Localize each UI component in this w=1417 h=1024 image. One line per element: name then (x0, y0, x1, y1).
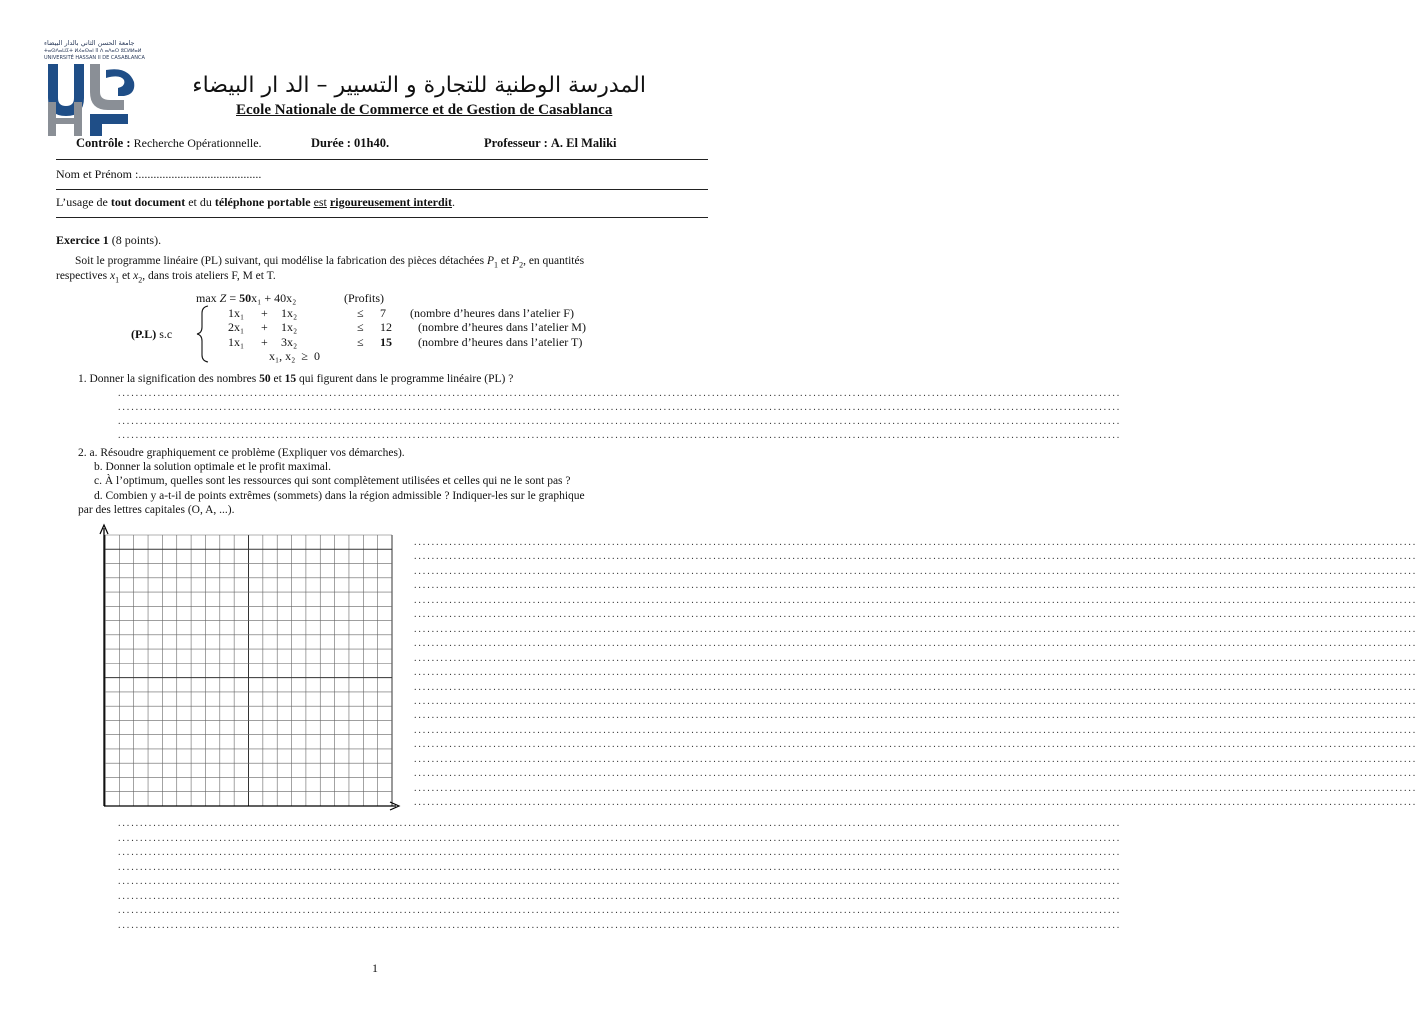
constraint-brace-icon (196, 305, 210, 363)
constraint-row-m-rel: ≤ (357, 320, 364, 334)
answer-line-right[interactable]: .................................................................................................................................................................................................................................... (414, 753, 1417, 765)
answer-line-right[interactable]: .................................................................................................................................................................................................................................... (414, 710, 1417, 722)
answer-line-bottom[interactable]: .................................................................................................................................................................................................................................... (118, 832, 1122, 844)
answer-line-right[interactable]: .................................................................................................................................................................................................................................... (414, 565, 1417, 577)
answer-line-right[interactable]: .................................................................................................................................................................................................................................... (414, 768, 1417, 780)
program-objective (196, 291, 296, 306)
duree-info (311, 136, 389, 151)
answer-line-right[interactable]: .................................................................................................................................................................................................................................... (414, 724, 1417, 736)
question-2-b: b. Donner la solution optimale et le profit maximal. (94, 461, 331, 473)
logo-tifinagh-text: ⵜⴰⵙⴷⴰⵡⵉⵜ ⵍⵃⴰⵙⴰⵏ II ⴷ ⴰⴷⴰⵔ ⵓⵎⵍⵍⴰⵍ (44, 48, 142, 54)
constraint-row-t-c1: 1x₁ (228, 335, 245, 349)
constraint-row-f-rel: ≤ (357, 306, 364, 320)
answer-line-q1-3[interactable]: .................................................................................................................................................................................................................................... (118, 416, 1122, 427)
answer-line-bottom[interactable]: .................................................................................................................................................................................................................................... (118, 905, 1122, 916)
q1-number: 1. (78, 373, 87, 385)
q1-bold-50: 50 (259, 373, 271, 385)
intro-x2-sub: 2 (138, 275, 143, 285)
answer-line-right[interactable]: .................................................................................................................................................................................................................................... (414, 638, 1417, 650)
question-2-a (78, 447, 405, 459)
school-title-french: Ecole Nationale de Commerce et de Gestion de Casablanca (236, 102, 613, 118)
notice-underline1: est (313, 195, 327, 209)
answer-line-bottom[interactable]: .................................................................................................................................................................................................................................... (118, 890, 1122, 902)
uh2c-emblem-icon (44, 62, 144, 138)
answer-line-right[interactable]: .................................................................................................................................................................................................................................... (414, 623, 1417, 635)
answer-line-right[interactable]: .................................................................................................................................................................................................................................... (414, 594, 1417, 606)
answer-line-right[interactable]: .................................................................................................................................................................................................................................... (414, 782, 1417, 794)
exercise-intro-line1 (75, 255, 584, 269)
answer-line-right[interactable]: .................................................................................................................................................................................................................................... (414, 551, 1417, 563)
q2-number: 2. (78, 447, 87, 459)
exercise-intro-line2 (56, 270, 276, 284)
notice-text (56, 195, 455, 210)
constraint-row-m-c1: 2x₁ (228, 320, 245, 334)
question-2-d-line1: d. Combien y a-t-il de points extrêmes (sommets) dans la région admissible ? Indiquer-les sur le graphique (94, 490, 585, 502)
notice-bold2: téléphone portable (214, 195, 311, 209)
graph-axes (96, 522, 406, 817)
answer-line-bottom[interactable]: .................................................................................................................................................................................................................................... (118, 919, 1122, 931)
answer-line-q1-2[interactable]: .................................................................................................................................................................................................................................... (118, 402, 1122, 413)
constraint-row-m-rhs: 12 (380, 320, 392, 334)
name-field-label: Nom et Prénom : (56, 167, 139, 181)
university-logo (44, 38, 184, 138)
intro-line1-b: , en quantités (523, 255, 585, 267)
program-label-pl: (P.L) (131, 327, 157, 341)
q1-bold-15: 15 (284, 373, 297, 385)
answer-line-right[interactable]: .................................................................................................................................................................................................................................... (414, 580, 1417, 592)
notice-bold1: tout document (110, 195, 186, 209)
intro-line1-a: Soit le programme linéaire (PL) suivant, qui modélise la fabrication des pièces détachées (75, 255, 487, 267)
intro-x1: x (109, 270, 116, 282)
q1-text-a: Donner la signification des nombres (89, 373, 260, 385)
objective-rest: x₁ + 40x₂ (251, 291, 297, 305)
constraint-row-t-c2: 3x₂ (281, 335, 298, 349)
objective-z: Z (219, 291, 227, 305)
page-number: 1 (372, 961, 378, 975)
answer-line-q1-4[interactable]: .................................................................................................................................................................................................................................... (118, 430, 1122, 441)
question-1 (78, 373, 513, 385)
objective-coef1: 50 (239, 291, 252, 305)
notice-part2: et du (185, 195, 215, 209)
question-2-d-line2: par des lettres capitales (O, A, ...). (78, 504, 235, 516)
constraint-row-f-c2: 1x₂ (281, 306, 298, 320)
duree-label: Durée : (311, 136, 351, 150)
constraint-row-t-note: (nombre d’heures dans l’atelier T) (418, 335, 583, 349)
logo-french-text: UNIVERSITÉ HASSAN II DE CASABLANCA (44, 55, 145, 61)
logo-arabic-text: جامعة الحسن الثاني بالدار البيضاء (44, 39, 135, 47)
controle-info (76, 136, 262, 151)
controle-value: Recherche Opérationnelle. (133, 136, 262, 150)
constraint-row-m-op: + (261, 320, 268, 334)
question-2-c: c. À l’optimum, quelles sont les ressources qui sont complètement utilisées et celles qui ne le sont pas ? (94, 475, 571, 487)
constraint-row-t-op: + (261, 335, 268, 349)
professeur-info (484, 136, 617, 151)
answer-line-q1-1[interactable]: .................................................................................................................................................................................................................................... (118, 388, 1122, 399)
intro-p2: P (512, 255, 520, 267)
intro-p1: P (486, 255, 494, 267)
intro-and-2: et (119, 270, 134, 282)
answer-line-bottom[interactable]: .................................................................................................................................................................................................................................... (118, 847, 1122, 858)
q1-text-c: qui figurent dans le programme linéaire (PL) ? (296, 373, 514, 385)
duree-value: 01h40. (354, 136, 390, 150)
header-divider-3 (56, 217, 708, 218)
answer-line-right[interactable]: .................................................................................................................................................................................................................................... (414, 695, 1417, 707)
answer-line-right[interactable]: .................................................................................................................................................................................................................................... (414, 652, 1417, 664)
answer-line-bottom[interactable]: .................................................................................................................................................................................................................................... (118, 818, 1122, 829)
answer-line-bottom[interactable]: .................................................................................................................................................................................................................................... (118, 876, 1122, 887)
program-label (131, 327, 172, 342)
q2-text-a: a. Résoudre graphiquement ce problème (Expliquer vos démarches). (89, 447, 405, 459)
constraint-row-t-rel: ≤ (357, 335, 364, 349)
nonnegativity-constraint: x₁, x₂ ≥ 0 (269, 349, 320, 363)
intro-p2-sub: 2 (519, 260, 524, 270)
header-divider-2 (56, 189, 708, 190)
notice-part1: L’usage de (56, 195, 111, 209)
constraint-row-t-rhs: 15 (380, 335, 392, 349)
answer-line-right[interactable]: .................................................................................................................................................................................................................................... (414, 609, 1417, 621)
intro-x2: x (133, 270, 139, 282)
exercise-title: Exercice 1 (56, 233, 109, 247)
name-field-dots: ......................................... (138, 167, 262, 181)
notice-underline2: rigoureusement interdit (329, 195, 452, 209)
intro-x1-sub: 1 (115, 275, 120, 285)
answer-line-right[interactable]: .................................................................................................................................................................................................................................... (414, 797, 1417, 809)
constraint-row-f-rhs: 7 (380, 306, 386, 320)
intro-line2-a: respectives (56, 270, 110, 282)
professeur-value: A. El Maliki (550, 136, 617, 150)
answer-line-bottom[interactable]: .................................................................................................................................................................................................................................... (118, 861, 1122, 873)
q1-text-mid: et (270, 373, 285, 385)
name-field[interactable] (56, 167, 261, 182)
notice-part5: . (452, 195, 455, 209)
answer-line-right[interactable]: .................................................................................................................................................................................................................................... (414, 667, 1417, 679)
answer-line-right[interactable]: .................................................................................................................................................................................................................................... (414, 739, 1417, 751)
constraint-row-f-note: (nombre d’heures dans l’atelier F) (410, 306, 574, 320)
program-label-sc: s.c (159, 327, 173, 341)
objective-note: (Profits) (344, 291, 384, 305)
answer-line-right[interactable]: .................................................................................................................................................................................................................................... (414, 537, 1417, 548)
exercise-heading (56, 233, 161, 248)
objective-eq: = (226, 291, 240, 305)
constraint-row-f-c1: 1x₁ (228, 306, 245, 320)
controle-label: Contrôle : (76, 136, 131, 150)
professeur-label: Professeur : (484, 136, 548, 150)
intro-and-1: et (497, 255, 513, 267)
intro-p1-sub: 1 (493, 260, 498, 270)
constraint-row-m-note: (nombre d’heures dans l’atelier M) (418, 320, 586, 334)
constraint-row-m-c2: 1x₂ (281, 320, 298, 334)
objective-prefix: max (196, 291, 220, 305)
answer-line-right[interactable]: .................................................................................................................................................................................................................................... (414, 681, 1417, 693)
constraint-row-f-op: + (261, 306, 268, 320)
header-divider-1 (56, 159, 708, 160)
intro-line2-b: , dans trois ateliers F, M et T. (142, 270, 276, 282)
exercise-points: (8 points). (111, 233, 162, 247)
school-title-arabic: المدرسة الوطنية للتجارة و التسيير – الد ار البيضاء (192, 73, 646, 98)
